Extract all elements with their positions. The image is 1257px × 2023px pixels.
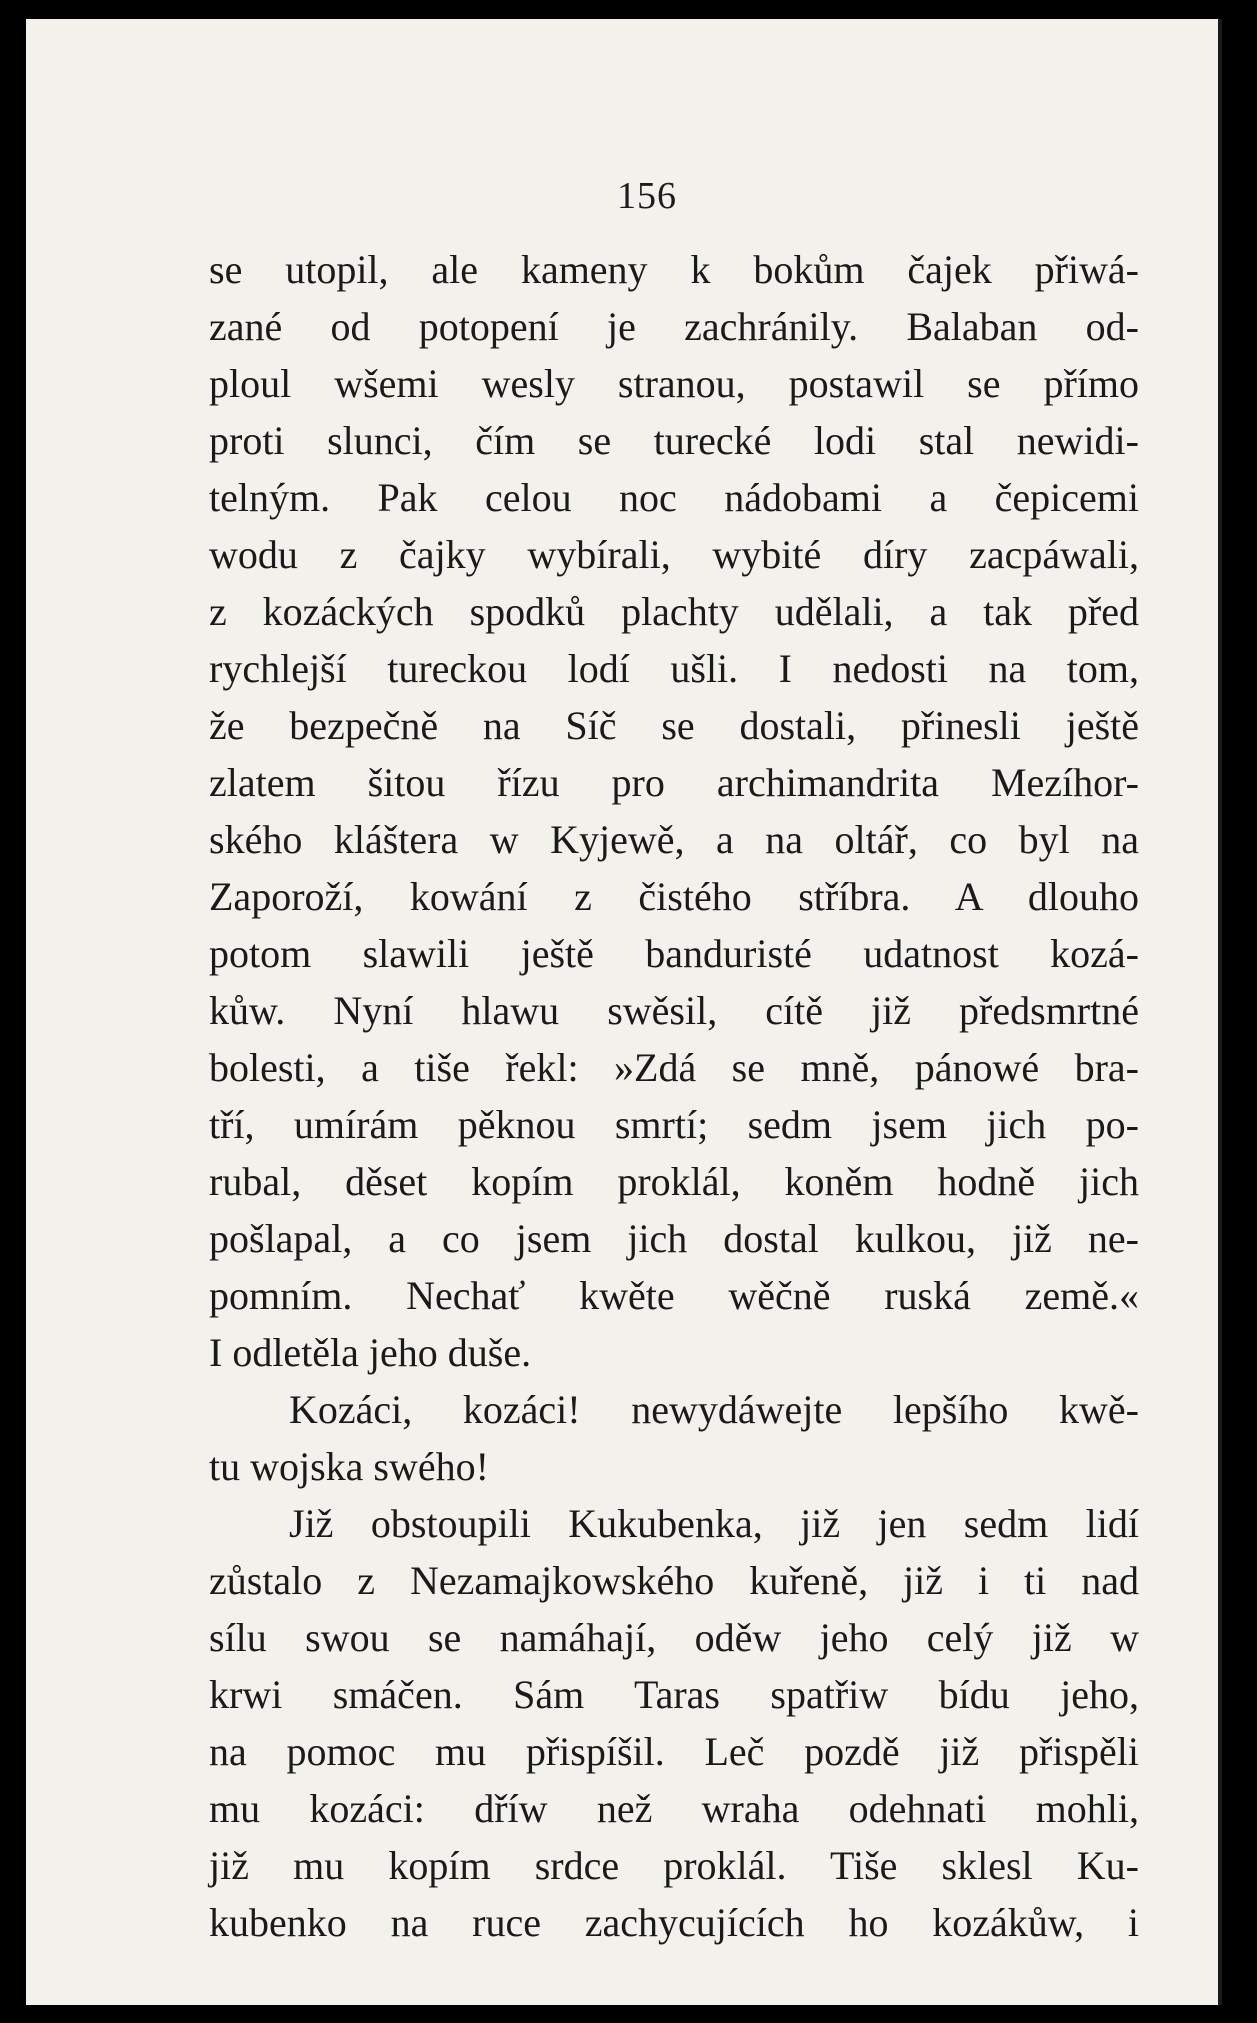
text-line: mu kozáci: dříw než wraha odehnati mohli, <box>209 1786 1139 1831</box>
text-line: pošlapal, a co jsem jich dostal kulkou, již ne- <box>209 1216 1139 1261</box>
book-page <box>26 19 1222 2005</box>
text-line: již mu kopím srdce proklál. Tiše sklesl Ku- <box>209 1843 1139 1888</box>
text-line: bolesti, a tiše řekl: »Zdá se mně, pánowé bra- <box>209 1045 1139 1090</box>
text-line: zůstalo z Nezamajkowského kuřeně, již i ti nad <box>209 1558 1139 1603</box>
text-line: z kozáckých spodků plachty udělali, a tak před <box>209 589 1139 634</box>
text-line: zané od potopení je zachránily. Balaban od- <box>209 304 1139 349</box>
text-line: Zaporoží, kowání z čistého stříbra. A dlouho <box>209 874 1139 919</box>
text-line: na pomoc mu přispíšil. Leč pozdě již přispěli <box>209 1729 1139 1774</box>
text-line: ploul wšemi wesly stranou, postawil se přímo <box>209 361 1139 406</box>
text-line: kubenko na ruce zachycujících ho kozákůw, i <box>209 1900 1139 1945</box>
text-line: potom slawili ještě banduristé udatnost kozá- <box>209 931 1139 976</box>
text-line: rubal, děset kopím proklál, koněm hodně jich <box>209 1159 1139 1204</box>
page-number: 156 <box>617 175 677 217</box>
text-line: I odletěla jeho duše. <box>209 1330 532 1375</box>
text-line: Již obstoupili Kukubenka, již jen sedm lidí <box>289 1501 1139 1546</box>
text-line: sílu swou se namáhají, oděw jeho celý již w <box>209 1615 1139 1660</box>
text-line: pomním. Nechať kwěte wěčně ruská země.« <box>209 1273 1139 1318</box>
text-line: proti slunci, čím se turecké lodi stal newidi- <box>209 418 1139 463</box>
text-line: rychlejší tureckou lodí ušli. I nedosti na tom, <box>209 646 1139 691</box>
text-line: wodu z čajky wybírali, wybité díry zacpáwali, <box>209 532 1139 577</box>
text-line: Kozáci, kozáci! newydáwejte lepšího kwě- <box>289 1387 1139 1432</box>
text-line: tu wojska swého! <box>209 1444 489 1489</box>
body-text <box>209 241 1139 1951</box>
text-line: zlatem šitou řízu pro archimandrita Mezíhor- <box>209 760 1139 805</box>
text-line: telným. Pak celou noc nádobami a čepicemi <box>209 475 1139 520</box>
text-line: ského kláštera w Kyjewě, a na oltář, co byl na <box>209 817 1139 862</box>
text-line: kůw. Nyní hlawu swěsil, cítě již předsmrtné <box>209 988 1139 1033</box>
text-line: že bezpečně na Síč se dostali, přinesli ještě <box>209 703 1139 748</box>
text-line: krwi smáčen. Sám Taras spatřiw bídu jeho, <box>209 1672 1139 1717</box>
text-line: tří, umírám pěknou smrtí; sedm jsem jich po- <box>209 1102 1139 1147</box>
text-line: se utopil, ale kameny k bokům čajek přiwá- <box>209 247 1139 292</box>
